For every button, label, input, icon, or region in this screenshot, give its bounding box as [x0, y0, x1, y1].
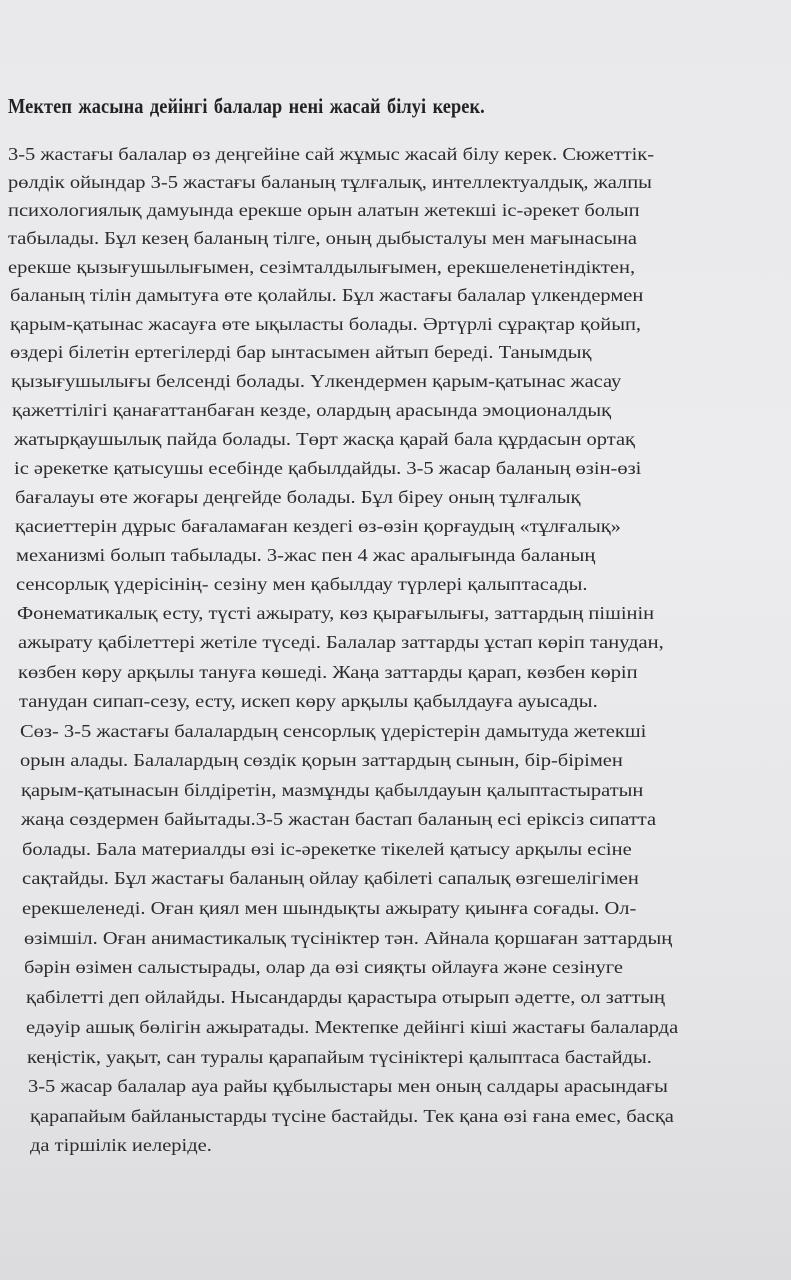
text-line: 3-5 жастағы балалар өз деңгейіне сай жұмыс жасай білу керек. Сюжеттік-: [8, 144, 655, 164]
text-line: бағалауы өте жоғары деңгейде болады. Бұл біреу оның тұлғалық: [15, 487, 581, 507]
text-line: қызығушылығы белсенді болады. Үлкендермен қарым-қатынас жасау: [11, 371, 622, 391]
text-line: кеңістік, уақыт, сан туралы қарапайым түсініктері қалыптаса бастайды.: [27, 1047, 652, 1067]
text-line: да тіршілік иелеріде.: [30, 1135, 212, 1155]
text-line: көзбен көру арқылы тануға көшеді. Жаңа заттарды қарап, көзбен көріп: [18, 662, 638, 682]
text-line: орын алады. Балалардың сөздік қорын заттардың сынын, бір-бірімен: [20, 750, 623, 770]
text-line: қасиеттерін дұрыс бағаламаған кездегі өз-өзін қорғаудың «тұлғалық»: [15, 516, 621, 536]
text-line: қажеттілігі қанағаттанбаған кезде, олардың арасында эмоционалдық: [12, 400, 612, 420]
text-line: бәрін өзімен салыстырады, олар да өзі сияқты ойлауға және сезінуге: [24, 957, 623, 977]
text-line: ерекше қызығушылығымен, сезімталдылығымен, ерекшеленетіндіктен,: [8, 257, 636, 277]
text-line: сақтайды. Бұл жастағы баланың ойлау қабілеті сапалық өзгешелігімен: [22, 868, 639, 888]
text-line: Сөз- 3-5 жастағы балалардың сенсорлық үдерістерін дамытуда жетекші: [20, 721, 647, 741]
text-line: Фонематикалық есту, түсті ажырату, көз қырағылығы, заттардың пішінін: [17, 603, 655, 623]
text-line: жаңа сөздермен байытады.3-5 жастан бастап баланың есі еріксіз сипатта: [21, 809, 657, 829]
text-line: едәуір ашық бөлігін ажыратады. Мектепке дейінгі кіші жастағы балаларда: [26, 1017, 679, 1037]
text-line: ерекшеленеді. Оған қиял мен шындықты ажырату қиынға соғады. Ол-: [22, 898, 637, 918]
text-line: ажырату қабілеттері жетіле түседі. Балалар заттарды ұстап көріп танудан,: [18, 632, 664, 652]
text-line: қарым-қатынасын білдіретін, мазмұнды қабылдауын қалыптастыратын: [21, 780, 644, 800]
text-line: сенсорлық үдерісінің- сезіну мен қабылдау түрлері қалыптасады.: [16, 574, 588, 594]
text-line: 3-5 жасар балалар ауа райы құбылыстары мен оның салдары арасындағы: [28, 1076, 668, 1096]
text-line: болады. Бала материалды өзі іс-әрекетке тікелей қатысу арқылы есіне: [22, 839, 632, 859]
text-line: өзімшіл. Оған анимастикалық түсініктер тән. Айнала қоршаған заттардың: [24, 928, 673, 948]
text-line: табылады. Бұл кезең баланың тілге, оның дыбысталуы мен мағынасына: [8, 228, 638, 248]
text-line: өздері білетін ертегілерді бар ынтасымен айтып береді. Танымдық: [10, 342, 592, 362]
text-line: танудан сипап-сезу, есту, искеп көру арқылы қабылдауға ауысады.: [19, 691, 598, 711]
text-line: қарым-қатынас жасауға өте ықыласты болады. Әртүрлі сұрақтар қойып,: [10, 314, 642, 334]
text-line: жатырқаушылық пайда болады. Төрт жасқа қарай бала құрдасын ортақ: [14, 429, 635, 449]
text-line: психологиялық дамуында ерекше орын алатын жетекші іс-әрекет болып: [8, 200, 640, 220]
text-line: қабілетті деп ойлайды. Нысандарды қарастыра отырып әдетте, ол заттың: [26, 987, 666, 1007]
text-line: қарапайым байланыстарды түсіне бастайды. Тек қана өзі ғана емес, басқа: [30, 1106, 674, 1126]
text-line: баланың тілін дамытуға өте қолайлы. Бұл жастағы балалар үлкендермен: [10, 285, 644, 305]
text-line: рөлдік ойындар 3-5 жастағы баланың тұлғалық, интеллектуалдық, жалпы: [8, 172, 652, 192]
text-line: механизмі болып табылады. 3-жас пен 4 жас аралығында баланың: [16, 545, 596, 565]
document-title: Мектеп жасына дейінгі балалар нені жасай білуі керек.: [8, 94, 485, 118]
text-line: іс әрекетке қатысушы есебінде қабылдайды. 3-5 жасар баланың өзін-өзі: [14, 458, 642, 478]
